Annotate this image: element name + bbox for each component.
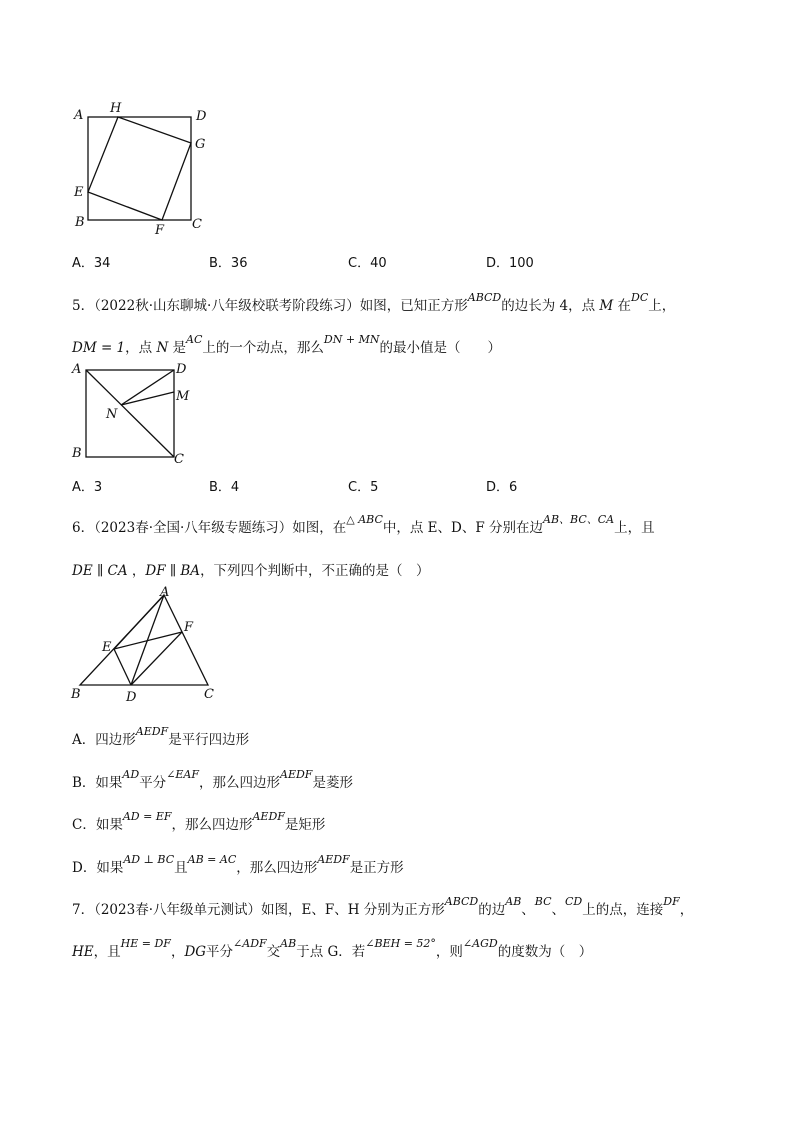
q6-text: ， [127,563,146,579]
q7-math: ∠ADF [233,937,267,950]
q7-text: ， [679,902,694,918]
q7-text: 、 [551,902,565,918]
q6-label-e: E [102,640,112,655]
q5-option-d[interactable]: D．6 [486,480,518,495]
q6-text: ，下列四个判断中，不正确的是（ ） [200,563,430,579]
q5-stem-line2 [72,333,501,359]
q5-label-m: M [176,389,190,404]
q6-opt-text: 且 [174,860,188,876]
q7-text: 、 [521,902,535,918]
q7-math: DF [663,895,680,908]
q7-text: 上的点，连接 [582,902,664,918]
q6-opt-text: B．如果 [72,775,123,791]
q6-opt-text: 是平行四边形 [168,732,250,748]
q6-opt-text: D．如果 [72,860,124,876]
q7-math: CD [565,895,583,908]
q7-math: ∠BEH = 52° [365,937,436,950]
q6-opt-text: 平分 [139,775,167,791]
q7-text: 的边 [478,902,506,918]
q5-option-b[interactable]: B．4 [209,480,240,495]
q5-label-b: B [72,446,82,461]
q7-text: 交 [266,944,281,960]
q6-opt-text: ，那么四边形 [199,775,281,791]
q4-option-a[interactable]: A．34 [72,256,111,271]
q4-label-e: E [74,185,84,200]
q6-opt-text: ，那么四边形 [236,860,318,876]
q6-opt-math: AD [122,768,140,781]
q4-label-h: H [110,101,122,116]
q4-label-b: B [75,215,85,230]
q7-text: 于点 G．若 [296,944,366,960]
q6-option-b[interactable] [72,768,353,794]
q6-math-df-ba: DF ∥ BA [145,563,201,579]
q6-option-c[interactable] [72,810,326,836]
q6-opt-text: 是正方形 [349,860,404,876]
q4-option-c[interactable]: C．40 [348,256,387,271]
q5-math-dm: DM = 1 [72,340,126,356]
q6-opt-math: AEDF [252,810,285,823]
q7-text: ，且 [93,944,121,960]
q5-option-c[interactable]: C．5 [348,480,379,495]
q6-text: 中，点 E、D、F 分别在边 [382,520,544,536]
q5-text: ，点 [125,340,157,356]
q7-stem-line1 [72,895,694,921]
q6-label-a: A [160,585,170,600]
q5-label-c: C [174,452,184,467]
q7-text: ，则 [435,944,463,960]
q6-opt-text: C．如果 [72,817,123,833]
q5-label-a: A [72,362,82,377]
q5-math-ac: AC [186,333,203,346]
q5-text: 上， [648,298,676,314]
q5-option-a[interactable]: A．3 [72,480,103,495]
q6-opt-math: AD ⊥ BC [123,853,175,866]
q7-text: 平分 [206,944,234,960]
q6-opt-text: 是菱形 [312,775,353,791]
q6-math-de-ca: DE ∥ CA [72,563,128,579]
q6-opt-math: AD = EF [122,810,172,823]
q6-label-b: B [71,687,81,702]
q6-figure [68,584,228,704]
q6-text: 上，且 [614,520,655,536]
q6-option-d[interactable] [72,853,404,879]
q7-math: HE [72,944,94,960]
q6-option-a[interactable] [72,725,250,751]
q5-math-abcd: ABCD [467,291,502,304]
q6-opt-text: 是矩形 [284,817,326,833]
q6-opt-math: ∠EAF [166,768,200,781]
q7-math: AB [505,895,522,908]
q5-math-expr: DN + MN [323,333,380,346]
q7-math: BC [534,895,552,908]
q7-math: AB [280,937,297,950]
q5-text: 的最小值是（ ） [379,340,501,356]
q5-text: 上的一个动点，那么 [202,340,324,356]
q5-text: 是 [168,340,187,356]
q6-math-triangle: △ ABC [346,513,383,526]
q6-stem-line1 [72,513,655,539]
q6-opt-text: A．四边形 [72,732,136,748]
q5-text: 的边长为 4，点 [501,298,600,314]
q6-opt-math: AEDF [135,725,169,738]
q4-label-d: D [196,109,207,124]
q6-opt-math: AEDF [317,853,350,866]
q5-math-dc: DC [631,291,649,304]
q4-label-f: F [155,223,165,238]
q5-math-n: N [156,340,169,356]
q6-opt-math: AEDF [280,768,313,781]
q4-figure [68,98,218,238]
q5-text: 在 [613,298,632,314]
q5-math-m: M [599,298,614,314]
q5-stem-line1 [72,291,676,317]
q4-option-b[interactable]: B．36 [209,256,248,271]
q5-text: 5．（2022秋·山东聊城·八年级校联考阶段练习）如图，已知正方形 [72,298,468,314]
q6-stem-line2 [72,561,430,581]
q7-math: HE = DF [120,937,171,950]
q5-label-n: N [106,407,118,422]
q6-opt-text: ，那么四边形 [171,817,253,833]
q4-label-g: G [195,137,206,152]
q6-label-c: C [204,687,214,702]
q4-option-d[interactable]: D．100 [486,256,534,271]
q7-math: ∠AGD [462,937,498,950]
q5-label-d: D [176,362,187,377]
q7-text: ， [170,944,185,960]
q7-text: 的度数为（ ） [497,944,593,960]
q7-stem-line2 [72,937,593,963]
q6-math-sides: AB、BC、CA [543,513,615,526]
q6-opt-math: AB = AC [187,853,237,866]
q6-label-f: F [184,620,194,635]
q6-text: 6．（2023春·全国·八年级专题练习）如图，在 [72,520,347,536]
q6-label-d: D [126,690,137,704]
q5-figure [66,358,206,468]
q7-math: DG [184,944,207,960]
q4-label-c: C [192,217,202,232]
q7-text: 7．（2023春·八年级单元测试）如图，E、F、H 分别为正方形 [72,902,445,918]
q4-label-a: A [74,108,84,123]
q7-math: ABCD [444,895,479,908]
